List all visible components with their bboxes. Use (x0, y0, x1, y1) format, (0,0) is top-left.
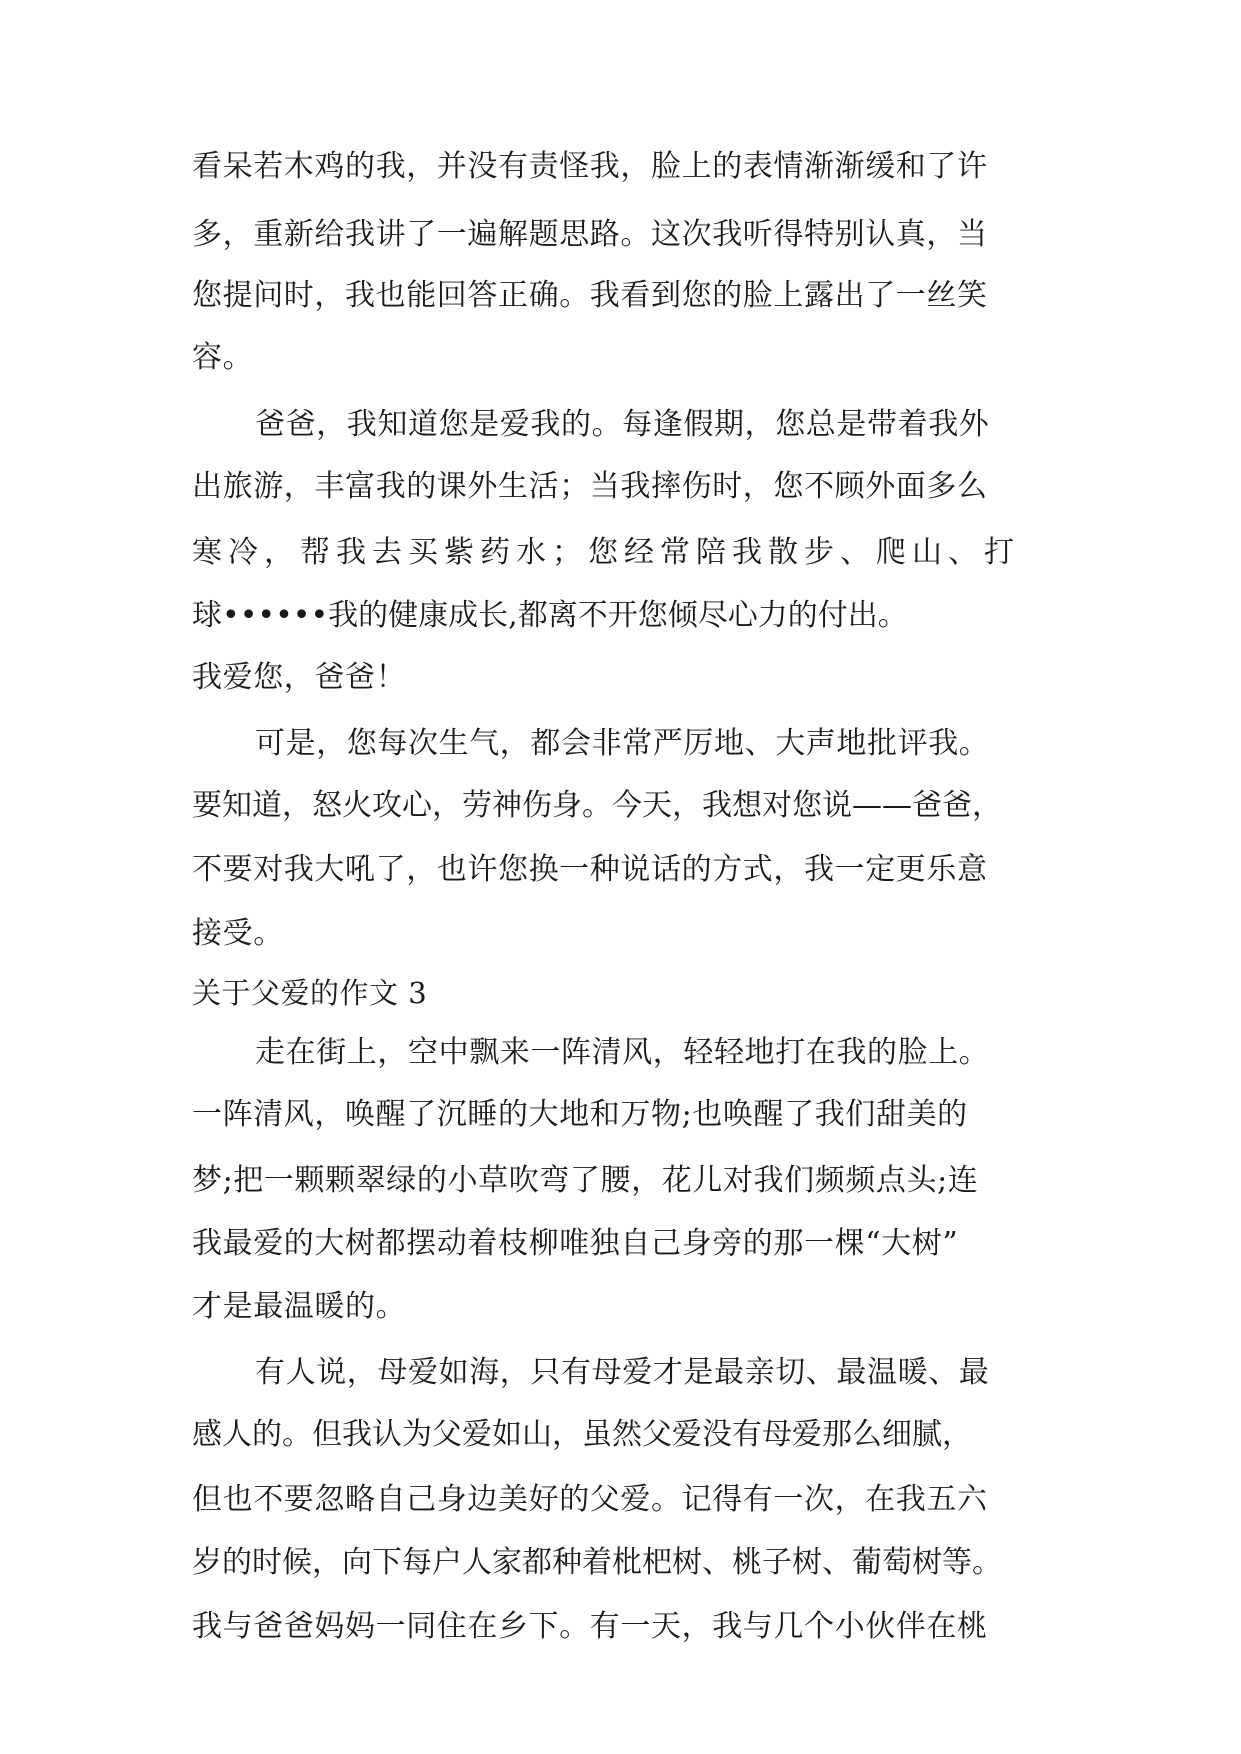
paragraph-line: 寒冷，帮我去买紫药水；您经常陪我散步、爬山、打 (192, 535, 1020, 570)
paragraph-line: 梦;把一颗颗翠绿的小草吹弯了腰，花儿对我们频频点头;连 (192, 1163, 979, 1198)
paragraph-line: 您提问时，我也能回答正确。我看到您的脸上露出了一丝笑 (192, 278, 988, 313)
paragraph-line: 看呆若木鸡的我，并没有责怪我，脸上的表情渐渐缓和了许 (192, 149, 988, 184)
paragraph-line: 容。 (192, 340, 254, 375)
paragraph-line: 岁的时候，向下每户人家都种着枇杷树、桃子树、葡萄树等。 (192, 1545, 1002, 1580)
paragraph-line: 才是最温暖的。 (192, 1289, 407, 1324)
paragraph-line: 多，重新给我讲了一遍解题思路。这次我听得特别认真，当 (192, 217, 988, 252)
paragraph-line: 但也不要忽略自己身边美好的父爱。记得有一次，在我五六 (192, 1482, 988, 1517)
paragraph-line: 爸爸，我知道您是爱我的。每逢假期，您总是带着我外 (255, 407, 990, 442)
paragraph-line: 不要对我大吼了，也许您换一种说话的方式，我一定更乐意 (192, 852, 988, 887)
paragraph-line: 我与爸爸妈妈一同住在乡下。有一天，我与几个小伙伴在桃 (192, 1609, 988, 1644)
paragraph-line: 感人的。但我认为父爱如山，虽然父爱没有母爱那么细腻， (192, 1417, 972, 1452)
paragraph-line: 我爱您，爸爸！ (192, 660, 407, 695)
paragraph-line: 可是，您每次生气，都会非常严厉地、大声地批评我。 (255, 726, 990, 761)
paragraph-line: 要知道，怒火攻心，劳神伤身。今天，我想对您说——爸爸， (192, 788, 1002, 823)
paragraph-line: 有人说，母爱如海，只有母爱才是最亲切、最温暖、最 (255, 1355, 990, 1390)
paragraph-line: 出旅游，丰富我的课外生活；当我摔伤时，您不顾外面多么 (192, 469, 988, 504)
paragraph-line: 走在街上，空中飘来一阵清风，轻轻地打在我的脸上。 (255, 1035, 990, 1070)
section-heading: 关于父爱的作文 3 (192, 976, 428, 1010)
paragraph-line: 接受。 (192, 916, 284, 951)
paragraph-line: 球••••••我的健康成长,都离不开您倾尽心力的付出。 (192, 598, 908, 633)
paragraph-line: 我最爱的大树都摆动着枝柳唯独自己身旁的那一棵“大树” (192, 1226, 959, 1261)
paragraph-line: 一阵清风，唤醒了沉睡的大地和万物;也唤醒了我们甜美的 (192, 1097, 968, 1132)
